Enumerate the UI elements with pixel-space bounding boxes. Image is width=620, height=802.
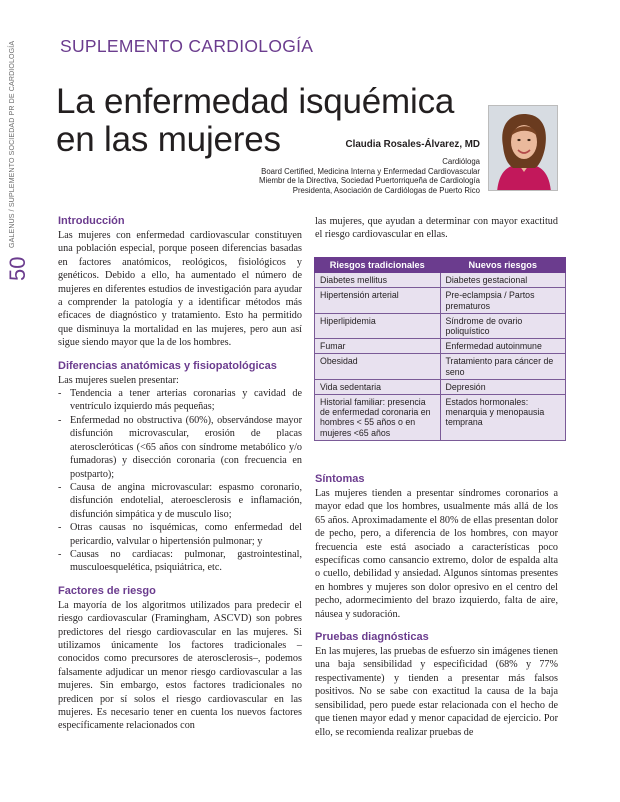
page-number: 50 [5,256,30,281]
risk-factors-paragraph: La mayoría de los algoritmos utilizados para predecir el riesgo cardiovascular (Framingham, ASCVD) son pobres predictores del riesgo cardiovascular en las mujeres. Si utilizamos únicamente los factores tradicionales –conocidos como precursores de aterosclerosis–, podemos falsamente adjudicar un menor riesgo cardiovascular a las mujeres. Sin embargo, estos factores tradicionales no predicen por sí solos el riesgo cardiovascular en las mujeres. Es necesario tener en cuenta los nuevos factores específicamente relacionados con [58,599,302,732]
author-name: Claudia Rosales-Álvarez, MD [345,139,480,150]
list-item: - Otras causas no isquémicas, como enfermedad del pericardio, valvular o hipertensión pulmonar; y [58,521,302,548]
diagnostics-heading: Pruebas diagnósticas [315,631,429,644]
table-cell: Hipertensión arterial [315,288,441,313]
right-column-bottom [315,473,558,739]
table-row [315,313,566,338]
left-column [58,215,302,733]
table-cell: Diabetes gestacional [440,273,566,288]
title-line-2: en las mujeres [56,120,281,159]
table-cell: Síndrome de ovario poliquístico [440,313,566,338]
risk-table [314,257,566,441]
title-line-1: La enfermedad isquémica [56,82,455,121]
differences-list [58,387,302,575]
table-row [315,395,566,441]
symptoms-heading: Síntomas [315,473,365,485]
table-cell: Hiperlipidemia [315,313,441,338]
symptoms-paragraph: Las mujeres tienden a presentar síndromes coronarios a mayor edad que los hombres, usualmente más allá de los 65 años. Aproximadamente el 80% de ellas presentan dolor de pecho, pero, a diferencia de los hombres, con mayor frecuencia este está asociado a características poco específicas como cansancio extremo, dolor de espalda alta o cuello, debilidad y ansiedad. Algunos síntomas presentes en hombres y mujeres son dolor opresivo en el centro del pecho, adormecimiento del brazo izquierdo, falta de aire, náusea y sudoración. [315,488,558,620]
risk-factors-heading: Factores de riesgo [58,584,156,597]
right-column-top [315,215,558,242]
table-cell: Diabetes mellitus [315,273,441,288]
table-header-new: Nuevos riesgos [440,258,566,273]
sidebar [0,0,33,802]
author-credential: Miembr de la Directiva, Sociedad Puertorriqueña de Cardiología [258,176,480,185]
list-item: - Causas no cardiacas: pulmonar, gastrointestinal, musculoesquelética, psiquiátrica, etc. [58,548,302,575]
author-credential: Board Certified, Medicina Interna y Enfermedad Cardiovascular [261,166,480,176]
intro-heading: Introducción [58,215,125,227]
risk-factors-continuation: las mujeres, que ayudan a determinar con mayor exactitud el riesgo cardiovascular en ellas. [315,216,558,241]
table-header-traditional: Riesgos tradicionales [315,258,441,273]
differences-heading: Diferencias anatómicas y fisiopatológicas [58,359,277,372]
list-item: - Enfermedad no obstructiva (60%), observándose mayor disfunción microvascular, erosión de placas ateroscleróticas (<65 años con síndrome metabólico y/o fumadoras) y disección coronaria (con frecuencia en postparto); [58,414,302,481]
list-item: - Causa de angina microvascular: espasmo coronario, disfunción endotelial, ateroesclerosis e inflamación, disfunción simpática y de musculo liso; [58,481,302,521]
table-cell: Obesidad [315,354,441,379]
intro-paragraph: Las mujeres con enfermedad cardiovascular constituyen una población especial, porque poseen diferencias basadas en factores anatómicos, reológicos, fisiológicos y genéticos. Debido a ello, ha aumentado el número de mujeres en diferentes estudios de investigación para ayudar a comprender la patología y a identificar métodos más eficaces de diagnóstico y tratamiento. Esto ha permitido que disminuya la mortalidad en las mujeres, pero aun así sigue siendo mayor que la de los hombres. [58,230,302,349]
table-cell: Depresión [440,379,566,394]
author-block [180,139,480,195]
list-item: - Tendencia a tener arterias coronarias y cavidad de ventrículo izquierdo más pequeñas; [58,387,302,414]
table-cell: Enfermedad autoinmune [440,339,566,354]
table-row [315,273,566,288]
table-cell: Fumar [315,339,441,354]
supplement-label: SUPLEMENTO CARDIOLOGÍA [60,36,314,56]
author-photo [488,105,558,191]
table-cell: Vida sedentaria [315,379,441,394]
diagnostics-paragraph: En las mujeres, las pruebas de esfuerzo sin imágenes tienen una baja sensibilidad y especificidad (68% y 77% respectivamente) y tienden a presentar más falsos positivos. No se sabe con exactitud la causa de la baja sensibilidad, pero puede estar relacionada con el hecho de que tienen mayor edad y menor capacidad de ejercicio. Por ello, se recomienda realizar pruebas de [315,646,558,738]
table-row [315,288,566,313]
table-row [315,339,566,354]
table-header-row [315,258,566,273]
author-credential: Presidenta, Asociación de Cardiólogas de Puerto Rico [292,185,480,195]
table-cell: Estados hormonales: menarquia y menopausia temprana [440,395,566,441]
differences-lead: Las mujeres suelen presentar: [58,374,179,386]
table-row [315,379,566,394]
portrait-illustration [489,106,558,191]
table-row [315,354,566,379]
table-cell: Tratamiento para cáncer de seno [440,354,566,379]
table-cell: Pre-eclampsia / Partos prematuros [440,288,566,313]
running-title: GALENUS / SUPLEMENTO SOCIEDAD PR DE CARDIOLOGÍA [8,40,16,248]
table-cell: Historial familiar: presencia de enfermedad coronaria en hombres < 55 años o en mujeres <65 años [315,395,441,441]
author-credential: Cardióloga [442,157,480,166]
